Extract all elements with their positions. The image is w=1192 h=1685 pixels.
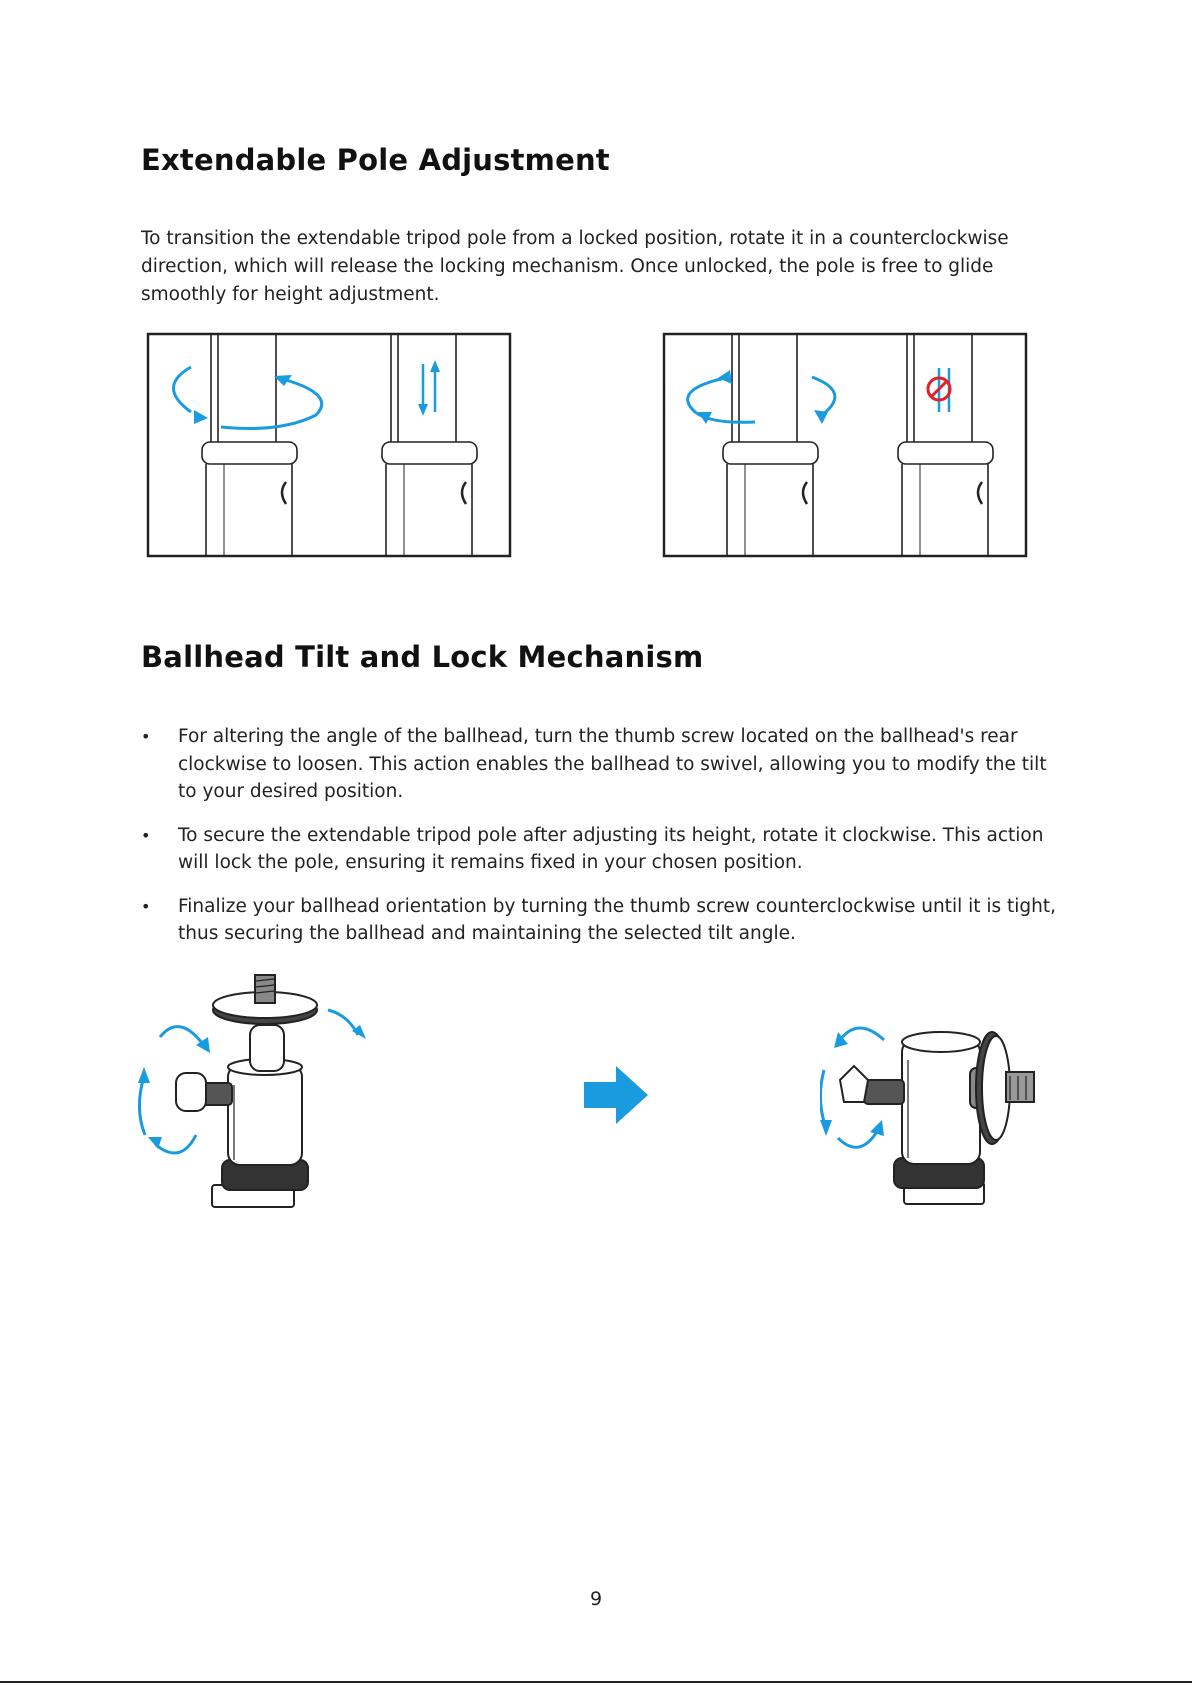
pole-adjustment-intro: To transition the extendable tripod pole from a locked position, rotate it in a counterclockwise direction, which will release the locking mechanism. Once unlocked, the pole is free to glide smoothly for height adjustment.: [141, 228, 1009, 305]
list-item-text: Finalize your ballhead orientation by turning the thumb screw counterclockwise until it is tight, thus securing the ballhead and maintaining the selected tilt angle.: [178, 895, 1057, 944]
list-item: [141, 723, 1071, 806]
bullet-dot-icon: •: [141, 896, 151, 916]
right-arrow-icon: [584, 1066, 648, 1124]
ballhead-tighten-illustration: [820, 1020, 1050, 1210]
section-title-ballhead: Ballhead Tilt and Lock Mechanism: [141, 640, 704, 674]
list-item: [141, 893, 1071, 948]
ballhead-instructions-list: [141, 723, 1071, 964]
page-number: 9: [589, 1588, 603, 1610]
list-item-text: For altering the angle of the ballhead, turn the thumb screw located on the ballhead's rear clockwise to loosen. This action enables the ballhead to swivel, allowing you to modify the tilt to your desired position.: [178, 726, 1047, 802]
bullet-dot-icon: •: [141, 727, 151, 746]
bottom-divider: [0, 1681, 1192, 1683]
ballhead-loosen-illustration: [138, 965, 378, 1215]
list-item: [141, 822, 1071, 877]
pole-unlock-illustration: [146, 332, 512, 558]
section-title-pole-adjustment: Extendable Pole Adjustment: [141, 143, 610, 177]
pole-lock-illustration: [662, 332, 1028, 558]
bullet-dot-icon: •: [141, 825, 151, 845]
list-item-text: To secure the extendable tripod pole after adjusting its height, rotate it clockwise. This action will lock the pole, ensuring it remains fixed in your chosen position.: [178, 824, 1044, 873]
